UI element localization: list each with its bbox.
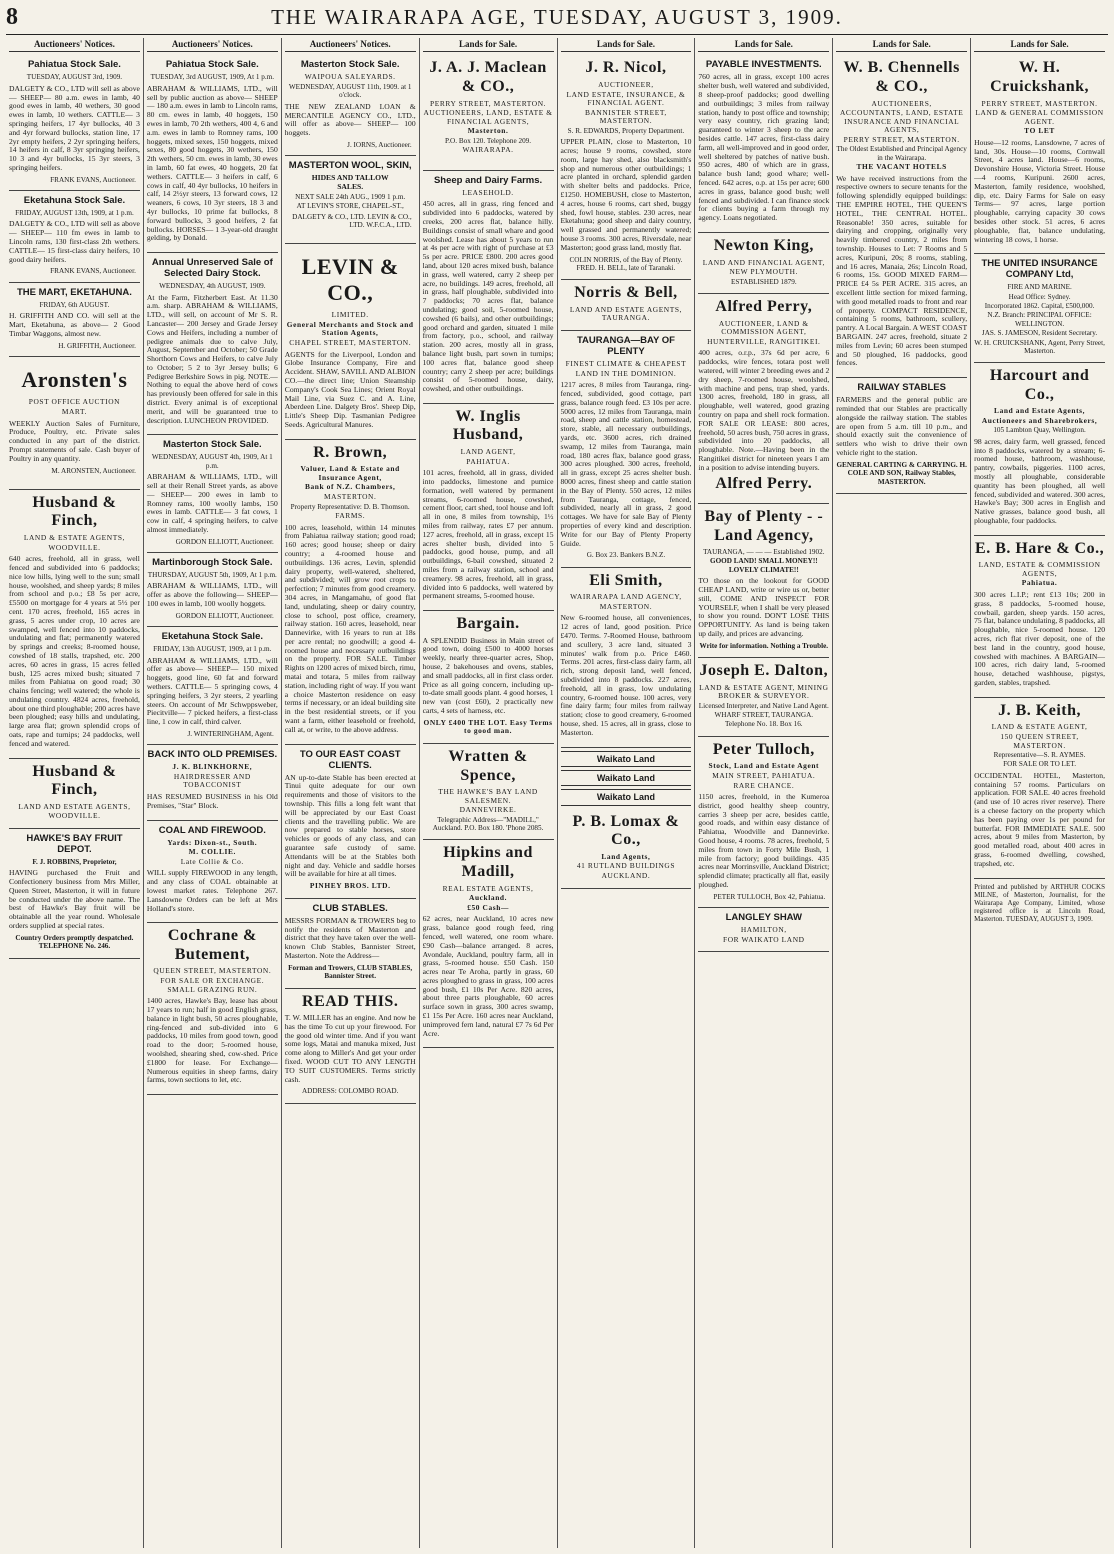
ad-line: FOR SALE OR EXCHANGE. SMALL GRAZING RUN. <box>160 976 265 994</box>
ad-title: Norris & Bell, <box>574 284 678 302</box>
ad-line: F. J. ROBBINS, Proprietor, <box>32 857 117 866</box>
ad-line: PERRY STREET, MASTERTON. <box>981 98 1098 108</box>
ad-body: HAS RESUMED BUSINESS in his Old Premises, "Star" Block. <box>146 792 278 810</box>
ad-title: THE MART, EKETAHUNA. <box>16 286 132 298</box>
ad-line: LAND AND FINANCIAL AGENT, <box>702 257 825 267</box>
column-6 <box>695 38 833 1548</box>
ad-masterton-stock-sale-abraham <box>147 435 278 553</box>
ad-payable-investments <box>698 55 829 233</box>
ad-sign: PETER TULLOCH, Box 42, Pahiatua. <box>713 892 826 901</box>
ad-line: FRIDAY, 13th AUGUST, 1909, at 1 p.m. <box>153 645 272 654</box>
ad-title: LANGLEY SHAW <box>725 912 802 924</box>
ad-line: Head Office: Sydney. <box>1008 292 1071 301</box>
waikato-land-banner: Waikato Land <box>561 751 692 767</box>
masthead-title: THE WAIRARAPA AGE, TUESDAY, AUGUST 3, 1909. <box>271 5 843 29</box>
ad-line: PAHIATUA. <box>466 456 510 466</box>
ad-body: 450 acres, all in grass, ring fenced and subdivided into 6 paddocks, watered by creeks, 200 acres flat, balance hilly. Buildings consist of small whare and good woolshed. Lease has about 5 years to run at 4s per acre with right of purchase at £3 5s per acre. PRICE £800. 200 acres good land, about 120 acres mixed bush, balance in grass, well watered, carry 2 sheep per acre, no buildings. 149 acres, freehold, all in grass, half ploughable, subdivided into 7 paddocks; 70 acres flat, balance undulating; good soil, 5-roomed house, cowshed (6 bails), and other outbuildings; good orchard and garden, situated 1 mile from factory, p.o., school, and railway station. 200 acres, mostly all in grass, balance light bush, part sown in turnips; 100 acres flat, balance good sheep country; carry 2 sheep per acre; buildings consist of 5-roomed house, dairy, cowshed, and other outbuildings. <box>422 199 554 394</box>
ad-title: MASTERTON WOOL, SKIN, <box>288 160 412 172</box>
column-header: Lands for Sale. <box>423 38 554 52</box>
ad-body: DALGETY & CO., LTD will sell as above— SHEEP— 80 a.m. ewes in lamb, 40 good ewes in lamb, 40 wethers, 30 good ewes in lamb, 10 wethers. CATTLE— 3 springing heifers, 17 4yr bullocks, 40 3 and 4yr forward bullocks, station line, 17 2yr empty heifers, 2 2yr springing heifers, 14 heifers in calf, 8 3yr springing heifers, 10 3 and 4yr bullocks, 15 3yr steers, 3 springing heifers. <box>9 83 140 172</box>
ad-line: WAIRARAPA. <box>462 145 514 155</box>
ad-sign: ONLY £400 THE LOT. Easy Terms to good man. <box>423 717 553 736</box>
column-header: Auctioneers' Notices. <box>147 38 278 52</box>
ad-martinborough-stock-sale <box>147 553 278 627</box>
ad-line: WEDNESDAY, AUGUST 11th, 1909. at 1 o'clock. <box>288 83 412 100</box>
ad-pahiatua-stock-sale-abraham <box>147 55 278 253</box>
ad-sign: J. IORNS, Auctioneer. <box>347 140 412 149</box>
waikato-land-banner: Waikato Land <box>561 770 692 786</box>
ad-body: AGENTS for the Liverpool, London and Globe Insurance Company, Fire and Accident. SHAW, SAVILL AND ALBION CO.—the direct line; Union Steamship Company's Cook Sea Lines; Orient Royal Mail Line, via Suez C. and A. Line, Aberdeen Line. Dalgety Bros'. Sheep Dip, Little's Sheep Dip. Tasmanian Pedigree Seeds. Agricultural Manures. <box>284 349 416 429</box>
column-header: Auctioneers' Notices. <box>9 38 140 52</box>
ad-joseph-dalton <box>698 658 829 737</box>
ad-line: AUCTIONEERS, LAND, ESTATE & FINANCIAL AGENTS, <box>423 108 553 126</box>
ad-title: Alfred Perry, <box>715 298 813 316</box>
ad-line: Valuer, Land & Estate and Insurance Agent, <box>300 464 400 482</box>
ad-line: AUCTIONEER, LAND & COMMISSION AGENT, <box>718 318 809 337</box>
ad-wratten-and-spence <box>423 744 554 841</box>
masthead <box>6 4 1108 35</box>
ad-sign: M. ARONSTEN, Auctioneer. <box>51 466 136 475</box>
ad-the-mart-eketahuna <box>9 283 140 357</box>
ad-title: Joseph E. Dalton, <box>699 662 829 680</box>
ad-body: AN up-to-date Stable has been erected at Tinui quite adequate for our own requirements and those of visitors to the township. This fills a long felt want that will be appreciated by our East Coast clients and the travelling public. We are now prepared to stable horses, store vehicles or goods of any class, and can guarantee safe custody of same. Attendants will be at the Stables both night and day. Vehicle and saddle horses will be available for hire at all times. <box>284 772 416 879</box>
ad-harcourt <box>974 363 1105 536</box>
ad-line: Land and Estate Agents, <box>994 406 1086 416</box>
ad-title: Eli Smith, <box>589 571 663 589</box>
ad-line: MASTERTON. <box>599 601 653 611</box>
ad-pahiatua-stock-sale-dalgety <box>9 55 140 191</box>
column-header: Lands for Sale. <box>561 38 692 52</box>
ad-line: General Merchants and Stock and Station Agents, <box>286 319 414 338</box>
column-header: Lands for Sale. <box>836 38 967 52</box>
ad-line: LAND & ESTATE AGENT, MINING BROKER & SURVEYOR. <box>699 682 829 701</box>
ad-eketahuna-stock-sale-dalgety <box>9 191 140 283</box>
ad-line: QUEEN STREET, MASTERTON. <box>153 966 272 976</box>
ad-line: Property Representative: D. B. Thomson. <box>290 502 410 511</box>
ad-line: PERRY STREET, MASTERTON. <box>843 134 960 144</box>
column-7 <box>833 38 971 1548</box>
ad-sign: FRANK EVANS, Auctioneer. <box>50 267 136 276</box>
ad-line: ACCOUNTANTS, LAND, ESTATE INSURANCE AND FINANCIAL AGENTS, <box>839 108 964 135</box>
ad-line: W. H. CRUICKSHANK, Agent, Perry Street, Masterton. <box>974 338 1105 355</box>
ad-title: PAYABLE INVESTMENTS. <box>705 59 822 71</box>
column-8 <box>971 38 1108 1548</box>
ad-line: Auctioneers and Sharebrokers, <box>981 415 1098 425</box>
ad-title: THE UNITED INSURANCE COMPANY Ltd, <box>981 258 1098 281</box>
publisher-imprint: Printed and published by ARTHUR COCKS MILNE, of Masterton, Journalist, for the Wairarapa Age Company, Limited, whose registered office is at Lincoln Road, Masterton. TUESDAY, AUGUST 3, 1909. <box>974 882 1105 923</box>
ad-sign: J. WINTERINGHAM, Agent. <box>187 729 274 738</box>
ad-line: CHAPEL STREET, MASTERTON. <box>289 338 412 347</box>
ad-chennells <box>836 55 967 378</box>
ad-sign: GENERAL CARTING & CARRYING. H. COLE AND SON, Railway Stables, MASTERTON. <box>836 460 967 486</box>
ad-body: A SPLENDID Business in Main street of good town, doing £500 to 4000 horses weekly, nearly three-quarter acres, Shop, house, 2 bakehouses and ovens, stables, and small paddocks, all in first class order. Price as all going concern, including up-to-date small goods plant. 4 good horses, 1 new van (cost £60), 2 practically new carts, 4 sets of harness, etc. <box>422 635 554 716</box>
ad-line: FARMS. <box>335 510 366 520</box>
ad-line: HUNTERVILLE, RANGITIKEI. <box>707 336 821 346</box>
ad-eli-smith <box>561 568 692 748</box>
ad-read-this <box>285 989 416 1104</box>
ad-body: At the Farm, Fitzherbert East. At 11.30 a.m. sharp. ABRAHAM & WILLIAMS, LTD., will sell, on account of Mr S. R. Lancaster— 200 Jersey and Grade Jersey Cows and Heifers, including a number of pedigree animals due to calve July, August, September and October; 50 Grade Shorthorn Cows and Heifers, to calve July to October; 5 2 to 3yr Jersey bulls; 6 Pedigree Berkshire Sows in pig. NOTE.—Nothing to equal the above herd of cows has previously been offered for sale in this district. Every animal is of exceptional merit, and will be guaranteed true to description. LUNCHEON PROVIDED. <box>146 292 278 425</box>
ad-title: Eketahuna Stock Sale. <box>161 631 263 643</box>
ad-line: TAURANGA, — — — Established 1902. <box>703 548 825 557</box>
column-4 <box>420 38 558 1548</box>
ad-pb-lomax <box>561 809 692 889</box>
ad-title: Masterton Stock Sale. <box>300 59 400 71</box>
ad-body: ABRAHAM & WILLIAMS, LTD., will sell at their Renall Street yards, as above— SHEEP— 200 ewes in lamb to Romney rams, 100 woolly lambs, 150 ewes in lamb. CATTLE— 3 fat cows, 1 cow in calf, 4 springing heifers, to calve almost immediately. <box>146 472 278 534</box>
ad-line: Bank of N.Z. Chambers, <box>304 482 396 492</box>
ad-line: FRIDAY, 6th AUGUST. <box>39 300 110 309</box>
ad-line: WEDNESDAY, 4th AUGUST, 1909. <box>159 282 266 291</box>
ad-line: THURSDAY, AUGUST 5th, 1909, At 1 p.m. <box>147 571 277 580</box>
ad-line: THE VACANT HOTELS <box>856 162 947 172</box>
ad-line: WAIRARAPA LAND AGENCY, <box>570 592 682 602</box>
ad-line: Stock, Land and Estate Agent <box>708 761 820 771</box>
ad-line: TO LET <box>1024 126 1055 136</box>
ad-title: Pahiatua Stock Sale. <box>165 59 259 71</box>
ad-title: Annual Unreserved Sale of Selected Dairy Stock. <box>151 257 273 280</box>
ad-aronstens <box>9 357 140 490</box>
waikato-land-banner: Waikato Land <box>561 789 692 805</box>
ad-body: 1400 acres, Hawke's Bay, lease has about 17 years to run; half in good English grass, balance in light bush, 50 acres ploughable, ring-fenced and sub-divided into 6 paddocks, 10 miles from good town, good road to the door; 5-roomed house, woolshed, shearing shed, cow-shed. Price £1800 for lease. For Exchange—Numerous equities in sheep farms, dairy farms, town sections to let, etc. <box>146 996 278 1085</box>
ad-line: LEASEHOLD. <box>462 187 514 197</box>
ad-line: MART. <box>61 406 88 416</box>
ad-sign: H. GRIFFITH, Auctioneer. <box>58 341 136 350</box>
ad-body: We have received instructions from the respective owners to secure tenants for the following splendidly equipped buildings: THE EMPIRE HOTEL, THE QUEEN'S HOTEL, THE CENTRAL HOTEL. Reasonable! 350 acres, suitable for dairying and cropping, originally very heavily timbered country, 2 miles from township. Houses to Let: 7 Rooms and 5 acres, Kuripuni, 20s; 8 rooms, stabling, and 16 acres, Manaia, 26s; Lincoln Road, 6 rooms, 15s. GOOD MIXED FARM—PRICE £4 5s PER ACRE. 315 acres, an excellent little section for mixed farming, with good metalled roads to front and rear of property. COMPACT RESIDENCE, containing 5 rooms, bathroom, scullery, pantry. A Local Bargain. A WEST COAST BARGAIN. 247 acres, freehold, situate 2 miles from Levin; 60 acres been stumped and 50 ploughed, 16 paddocks, good fences. <box>836 173 968 368</box>
ad-title: W. H. Cruickshank, <box>990 59 1090 95</box>
ad-title: J. B. Keith, <box>998 701 1081 719</box>
ad-line: Telephone No. 18. Box 16. <box>725 720 803 729</box>
ad-line: Yards: Dixon-st., South. <box>167 837 258 847</box>
ad-line: HAIRDRESSER AND TOBACCONIST <box>173 771 251 790</box>
ad-railway-stables <box>836 378 967 494</box>
ad-line: RARE CHANCE. <box>733 780 795 790</box>
ad-line: TUESDAY, AUGUST 3rd, 1909. <box>26 73 123 82</box>
ad-inglis-husband <box>423 404 554 611</box>
ad-cruickshank <box>974 55 1105 254</box>
ad-title: COAL AND FIREWOOD. <box>158 824 266 836</box>
ad-body: OCCIDENTAL HOTEL, Masterton, containing 57 rooms. Particulars on application. FOR SALE. 40 acres freehold (and use of 10 acres river reserve). There is a cheese factory on the property which has been paying over 1s per pound for butterfat. FOR IMMEDIATE SALE. 500 acres, about 9 miles from Masterton, by good metalled road, about 400 acres in grass, 6-roomed dwelling, cowshed, trapshed, etc. <box>974 770 1105 868</box>
ad-line: JAS. S. JAMESON, Resident Secretary. <box>981 329 1098 338</box>
ad-line: TUESDAY, 3rd AUGUST, 1909, At 1 p.m. <box>150 73 275 82</box>
ad-eketahuna-stock-sale-abraham <box>147 627 278 745</box>
ad-bargain <box>423 611 554 744</box>
ad-body: 1150 acres, freehold, in the Kumeroa district, good healthy sheep country, carries 3 sheep per acre, besides cattle, good roads, and within easy distance of Pahiatua, Woodville and Dannevirke. Good house, 4 rooms. 78 acres, freehold, 5 miles from town in Forty Mile Bush, 1 mile from factory; good buildings. 435 acres near Morrinsville, Auckland District; splendid climate; practically all flat, easily ploughed. <box>698 792 830 890</box>
ad-line: MASTERTON. <box>323 492 377 502</box>
ad-body: 400 acres, o.r.p., 37s 6d per acre, 6 paddocks, wire fences, totara post well watered, will winter 2 breeding ewes and 2 dry sheep, 7-roomed house, woolshed, with machine and pens, trap shed, yards. 1300 acres, freehold, 180 in grass, all ploughable, well watered, good grazing country on papa and shell rock formation. FOR SALE OR LEASE: 800 acres, freehold, 50 acres bush, 750 acres in grass, subdivided into 20 paddocks, all ploughable. Note.—Having been in the Rangitikei district for nineteen years I am in a position to advise intending buyers. <box>698 348 830 472</box>
ad-line: HIDES AND TALLOW <box>311 173 389 183</box>
ad-tauranga-bay-of-plenty <box>561 331 692 568</box>
ad-line: FOR WAIKATO LAND <box>723 934 805 944</box>
ad-levin-and-co <box>285 244 416 440</box>
ad-line: PERRY STREET, MASTERTON. <box>430 98 547 108</box>
ad-line: ESTABLISHED 1879. <box>730 277 797 286</box>
column-3 <box>282 38 420 1548</box>
column-header: Lands for Sale. <box>974 38 1105 52</box>
ad-sign: GORDON ELLIOTT, Auctioneer. <box>175 537 274 546</box>
ad-line: FIRE AND MARINE. <box>1007 283 1072 292</box>
ad-title: Wratten & Spence, <box>448 747 528 784</box>
ad-annual-dairy-sale <box>147 253 278 435</box>
ad-line: 105 Lambton Quay, Wellington. <box>993 426 1086 435</box>
ad-sign: G. Box 23. Bankers B.N.Z. <box>586 551 666 560</box>
ad-sign: GORDON ELLIOTT, Auctioneer. <box>175 611 274 620</box>
ad-line: LAND IN THE DOMINION. <box>575 368 677 378</box>
ad-line: POST OFFICE AUCTION <box>28 397 121 407</box>
ad-line: 150 QUEEN STREET, MASTERTON. <box>1000 731 1079 750</box>
ad-blinkhorne <box>147 745 278 820</box>
ad-line: Licensed Interpreter, and Native Land Agent. <box>698 701 829 710</box>
columns <box>6 38 1108 1548</box>
ad-title: Pahiatua Stock Sale. <box>27 59 121 71</box>
ad-sign: DALGETY & CO., LTD. LEVIN & CO., LTD. W.F.C.A., LTD. <box>292 212 412 229</box>
ad-body: H. GRIFFITH AND CO. will sell at the Mart, Eketahuna, as above— 2 Good Timbar Waggons, almost new. <box>9 311 140 338</box>
ad-united-insurance <box>974 254 1105 363</box>
ad-title: W. Inglis Husband, <box>452 407 524 444</box>
ad-line: LAND AND ESTATE AGENTS, TAURANGA. <box>569 304 683 323</box>
ad-line: Pahiatua. <box>1021 578 1058 588</box>
ad-line: WHARF STREET, TAURANGA. <box>714 711 814 720</box>
ad-line: N.Z. Branch: PRINCIPAL OFFICE: WELLINGTON. <box>987 311 1092 328</box>
ad-line: WOODVILLE. <box>48 811 101 821</box>
ad-line: HAMILTON, <box>740 925 787 935</box>
ad-eb-hare <box>974 536 1105 698</box>
ad-line: THE HAWKE'S BAY LAND SALESMEN. <box>438 787 538 805</box>
ad-body: 98 acres, dairy farm, well grassed, fenced into 8 paddocks, watered by a stream; 6-roomed house, bathroom, washhouse, pantry, cowbails, piggeries. 1100 acres, mostly all ploughable, considerable quantity has been ploughed, all well fenced, subdivided and watered. 300 acres, Hawke's Bay; 300 acres in English and Native grasses, balance good bush, all ploughable, four paddocks. <box>974 436 1105 525</box>
ad-body: 62 acres, near Auckland, 10 acres new grass, balance good rough feed, ring fenced, well watered, one room whare. £90 Cash—balance arranged. 8 acres, Avondale, Auckland, poultry farm, all in grass, 5-roomed house. £50 Cash. 150 acres near Te Aroha, partly in grass, 60 acres ploughed to grass in grass, 100 acres good bush, £1 10s Per Acre. 820 acres, about three parts ploughable, 60 acres surface sown in grass, 300 acres swamp, £1 15s Per Acre. 160 acres near Auckland, unimproved fern land, natural £7 7s 6d Per Acre. <box>422 914 554 1038</box>
ad-line: Telegraphic Address—"MADILL," Auckland. P.O. Box 180. 'Phone 2085. <box>432 815 544 833</box>
ad-line: Late Collie & Co. <box>180 856 244 866</box>
ad-peter-tulloch <box>698 737 829 908</box>
ad-sign: Forman and Trowers, CLUB STABLES, Bannister Street. <box>288 963 413 981</box>
ad-jb-keith <box>974 698 1105 879</box>
ad-line: AUCTIONEERS, <box>871 98 932 108</box>
ad-body: 101 acres, freehold, all in grass, divided into paddocks, limestone and pumice formation, well watered by permanent streams, 6-roomed house, cowshed, cement floor, cart shed, tool house and loft all in one, 8 miles from township, 1½ miles from railway, rates £7 per annum. 127 acres, freehold, all in grass, except 15 acres shelter bush, divided into 5 paddocks, good house, pump, and all outbuildings, 6-bail cowshed, situated 2 miles from a railway station, school and creamery. 98 acres, freehold, all in grass, divided into 6 paddocks, well watered by permanent streams, 5-roomed house. <box>422 468 554 601</box>
ad-line: NEW PLYMOUTH. <box>729 267 799 277</box>
ad-title: Hipkins and Madill, <box>443 844 533 881</box>
ad-title: Masterton Stock Sale. <box>162 439 262 451</box>
ad-body: 300 acres L.I.P.; rent £13 10s; 200 in grass, 8 paddocks, 5-roomed house, cowbail, garden, sheep yards. 150 acres, 75 flat, balance undulating, 8 paddocks, all ploughable, nice 5-roomed house. 120 acres, rich flat river deposit, one of the best land in the country, good house, cowshed with machines. A BARGAIN— 100 acres, rich dairy land, 5-roomed house, detached washhouse, pigstys, garden, stables, trapshed. <box>974 590 1105 687</box>
ad-title: W. B. Chennells & CO., <box>843 59 960 95</box>
column-header: Lands for Sale. <box>698 38 829 52</box>
ad-title: LEVIN & CO., <box>301 254 399 305</box>
ad-body: ABRAHAM & WILLIAMS, LTD., will sell by public auction as above— SHEEP— 180 a.m. ewes in lamb to Lincoln rams, 80 cm. ewes in lamb, 40 hoggets, 150 ewes in lamb, 70 2th wethers, 400 4, 6 and a.m. ewes in lamb to Romney rams, 100 hoggets, mixed sexes, 150 hoggets, mixed sexes, 80 good hoggets, 30 wethers, 150 2th wethers, 50 cm. ewes in lamb, 30 ewes in lamb, 60 fat ewes, 40 hoggets, 20 fat wethers. CATTLE— 3 heifers in calf, 6 cows in calf, 40 4yr bullocks, 10 heifers in calf, 14 2½yr steers, 13 forward cows, 12 weaners, 6 cows, 10 3yr steers, 18 3 and 4yr bullocks, 10 prime fat bullocks, 8 forward bullocks, 3 good heifers, 2 fat bullocks. HORSES— 1 3-year-old draught gelding, by Donald. <box>146 83 278 243</box>
ad-bay-of-plenty-land-agency <box>698 504 829 658</box>
ad-body: FARMERS and the general public are reminded that our Stables are practically alongside the railway station. The stables are open from 5 a.m. till 10 p.m., and should exactly suit the convenience of settlers who wish to drive their own vehicle right to the station. <box>836 395 968 458</box>
ad-body: New 6-roomed house, all conveniences, 12 acres of land, good position. Price £470. Terms. 7-Roomed House, bathroom and scullery, 3 acre land, situated 3 minutes' walk from p.o. Price £460. Terms. 201 acres, first-class dairy farm, all rich, strong deposit land, well fenced, subdivided into 8 paddocks. 227 acres, freehold, all in grass, low undulating country, 6-roomed house. 100 acres, very fine dairy farm; four miles from railway station; close to good creamery, 6-roomed house, shed. 15 acres, all in grass, close to Masterton. <box>560 613 692 737</box>
ad-line: FINEST CLIMATE & CHEAPEST <box>565 359 687 368</box>
ad-title: Sheep and Dairy Farms. <box>433 174 543 186</box>
ad-line: AUCKLAND. <box>601 871 651 881</box>
ad-title: Harcourt and Co., <box>989 367 1090 403</box>
ad-maclean <box>423 55 554 170</box>
ad-newton-king <box>698 233 829 294</box>
ad-title: RAILWAY STABLES <box>857 382 946 394</box>
ad-line: NEXT SALE 24th AUG., 1909 1 p.m. <box>295 192 406 201</box>
ad-line: M. COLLIE. <box>188 847 236 857</box>
ad-sign: PINHEY BROS. LTD. <box>309 881 391 891</box>
ad-title: Newton King, <box>713 237 814 254</box>
ad-alfred-perry <box>698 294 829 504</box>
page-number: 8 <box>6 4 18 30</box>
ad-line: Land Agents, <box>601 851 651 861</box>
ad-body: ABRAHAM & WILLIAMS, LTD., will offer as above the following— SHEEP— 100 ewes in lamb, 100 woolly hoggets. <box>146 581 278 609</box>
ad-body: House—12 rooms, Lansdowne, 7 acres of land, 30s. House—10 rooms, Cornwall Street, 4 acres land. House—6 rooms, Devonshire House, Victoria Street. House—4 rooms, Kuripuni. 2600 acres, Masterton, family residence, woolshed, dip, etc. Dairy Farms for Sale on easy Terms— 97 acres, large portion ploughable, carrying capacity 30 cows besides other stock. 51 acres, 6 acres ploughable, flat, balance undulating, wintering 18 cows, 1 horse. <box>974 137 1105 244</box>
ad-norris-and-bell <box>561 280 692 331</box>
column-1 <box>6 38 144 1548</box>
ad-title: TAURANGA—BAY OF PLENTY <box>576 334 675 357</box>
ad-title: TO OUR EAST COAST CLIENTS. <box>299 748 401 771</box>
ad-title: HAWKE'S BAY FRUIT DEPOT. <box>26 832 123 855</box>
ad-line: MAIN STREET, PAHIATUA. <box>712 770 816 780</box>
ad-line: £50 Cash— <box>467 902 509 912</box>
ad-line: Masterton. <box>467 126 509 136</box>
ad-body: ABRAHAM & WILLIAMS, LTD., will offer as above— SHEEP— 150 mixed hoggets, good line, 60 fat and forward wethers. CATTLE— 5 springing cows, 4 springing heifers, 3 2yr steers, 2 yearling steers. On account of Mr Schwppsweber, Piecitville— 7 picked heifers, a first-class line, 1 cow in calf, third calver. <box>146 655 278 727</box>
ad-sign: ADDRESS: COLOMBO ROAD. <box>301 1087 399 1096</box>
ad-title: Husband & Finch, <box>32 762 117 799</box>
ad-title: Peter Tulloch, <box>712 740 815 758</box>
ad-line: WEDNESDAY, AUGUST 4th, 1909, At 1 p.m. <box>151 453 273 470</box>
ad-line: The Oldest Established and Principal Agency in the Wairarapa. <box>836 145 967 162</box>
ad-body: 100 acres, leasehold, within 14 minutes from Pahiatua railway station; good road; 160 acres; good house; sheep or dairy country; a 4-roomed house and outbuildings. 136 acres, Levin, splendid dairy property, well-watered, sheltered, and subdivided; will grow root crops to perfection; 7 minutes from good creamery. 304 acres, in Mangamahu, of good flat land, undulating, sheep or dairy country, close to school, post office, creamery, railway station. 160 acres, leasehold, near Dannevirke, with 16 years to run at 18s per acre rental; no goodwill; a good 4-roomed house and necessary outbuildings on the property. FOR SALE. Timber Rights on 1200 acres of mixed birch, rimu, matai and totara, 5 miles from railway station, including right of way. If you want a choice Masterton residence on easy terms if necessary, or an ideal building site in the best residential streets, or if you want a farm, either leasehold or freehold, call at, or write, to the above address. <box>284 522 416 734</box>
ad-line: WAIPOUA SALEYARDS. <box>304 72 396 82</box>
ad-husband-and-finch <box>9 490 140 759</box>
ad-title: J. R. Nicol, <box>585 59 667 77</box>
ad-title: CLUB STABLES. <box>312 902 388 914</box>
ad-title: BACK INTO OLD PREMISES. <box>147 749 278 761</box>
column-header: Auctioneers' Notices. <box>285 38 416 52</box>
ad-line: FOR SALE OR TO LET. <box>1003 760 1076 769</box>
ad-masterton-wool-sales <box>285 156 416 244</box>
ad-cochrane-and-butement <box>147 923 278 1095</box>
ad-sheep-and-dairy-farms <box>423 171 554 404</box>
ad-line: REAL ESTATE AGENTS, <box>442 883 534 893</box>
ad-body: WEEKLY Auction Sales of Furniture, Produce, Poultry, etc. Private sales conducted in any part of the district. Prompt statements of sale. Cash buyer of Poultry in any quantity. <box>9 418 140 463</box>
ad-body: MESSRS FORMAN & TROWERS beg to notify the residents of Masterton and district that they have taken over the well-known Club Stables, Bannister Street, Masterton. Note the Address— <box>284 915 416 961</box>
ad-langley-shaw <box>698 908 829 952</box>
ad-sign: COLIN NORRIS, of the Bay of Plenty. FRED. H. BELL, late of Taranaki. <box>569 255 683 272</box>
ad-jr-nicol <box>561 55 692 280</box>
ad-line: LAND ESTATE, INSURANCE, & FINANCIAL AGENT. <box>566 89 686 108</box>
ad-title: Cochrane & Butement, <box>167 927 257 963</box>
ad-hawkes-bay-fruit-depot <box>9 829 140 959</box>
ad-title: R. Brown, <box>313 443 388 461</box>
ad-line: SALES. <box>337 182 364 192</box>
ad-line: LAND & GENERAL COMMISSION AGENT. <box>975 108 1104 126</box>
ad-masterton-stock-sale-nzloan <box>285 55 416 156</box>
ad-title: Aronsten's <box>21 366 128 392</box>
ad-line: DANNEVIRKE. <box>459 805 517 815</box>
ad-line: LAND AGENT, <box>460 446 516 456</box>
ad-line: 41 RUTLAND BUILDINGS <box>576 861 676 871</box>
ad-title: P. B. Lomax & Co., <box>572 812 680 849</box>
ad-line: LAND & ESTATE AGENT, <box>991 722 1088 732</box>
ad-sign: Alfred Perry. <box>715 475 813 493</box>
ad-title: Martinborough Stock Sale. <box>152 557 273 569</box>
ad-body: T. W. MILLER has an engine. And now he has the time To cut up your firewood. For the good old winter time. And if you want some logs, Matai and manuka mixed, Just come along to Miller's And get your order fixed. WOOD CUT TO ANY LENGTH TO SUIT CUSTOMERS. Terms strictly cash. <box>284 1013 416 1084</box>
column-5 <box>558 38 696 1548</box>
ad-body: DALGETY & CO., LTD will sell as above— SHEEP— 110 fm ewes in lamb to Lincoln rams, 130 first-class 2th wethers. CATTLE— 15 first-class dairy heifers, 10 good dairy heifers. <box>9 219 140 264</box>
ad-line: J. K. BLINKHORNE, <box>172 762 253 772</box>
ad-line: AUCTIONEER, <box>598 79 654 89</box>
ad-line: P.O. Box 120. Telephone 209. <box>445 136 532 145</box>
ad-body: 1217 acres, 8 miles from Tauranga, ring-fenced, subdivided, good cottage, part grass, balance rough feed. £3 10s per acre. 5000 acres, 12 miles from Tauranga, main road, sheep and cattle station, homestead, store, stable, all necessary outbuildings, yards, etc. 3600 acres, rich drained swamp, 12 miles from Tauranga, main road, 180 acres flax, balance good grass, 300 acres ploughed. 300 acres, freehold, all in grass, except 25 acres shelter bush. 8000 acres, finest sheep and cattle station in the Bay of Plenty. 550 acres, 12 miles from Tauranga, cottage, fenced, subdivided, nearly all in grass, 2 good cottages. We have for sale Bay of Plenty properties of every kind and description. Write for our Bay of Plenty Property Guide. <box>560 380 692 548</box>
ad-body: TO those on the lookout for GOOD CHEAP LAND, write or wire us or, better still, COME AND INSPECT FOR YOURSELF, when I shall be very pleased to show you round. DON'T LOSE THIS OPPORTUNITY. As land is being taken up daily, and prices are advancing. <box>698 576 830 638</box>
ad-body: 640 acres, freehold, all in grass, well fenced and subdivided into 6 paddocks; nice low hills, lying well to the sun; small house, woolshed, and sheep yards; 8 miles from school and p.o.; £8 5s per acre, £5500 on mortgage for 4 years at 5½ per cent. 170 acres, freehold, 165 acres in grass, 5 acres under crop, 10 acres are swamped, well fenced into 10 paddocks, undulating and flat; permanently watered by springs and creeks; 8-roomed house, cowshed of 18 stalls, trapshed, etc. 200 acres, 60 acres in grass, 15 acres felled bush, 125 acres mixed bush; situated 7 miles from Pahiatua on good road; 30 chains fencing; well watered; the whole is undulating country. 4824 acres, freehold, about one third ploughable; 200 acres have been ploughed; easy hills and undulating, large area flat; grown splendid crops of oats, rape and turnips; 24 paddocks, well fenced and watered. <box>9 554 140 748</box>
ad-sign: Write for information. Nothing a Trouble. <box>699 641 829 650</box>
ad-line: FRIDAY, AUGUST 13th, 1909, at 1 p.m. <box>15 209 134 218</box>
ad-line: Representative—S. R. AYMES. <box>993 751 1086 760</box>
column-2 <box>144 38 282 1548</box>
ad-body: THE NEW ZEALAND LOAN & MERCANTILE AGENCY CO., LTD., will offer as above— SHEEP— 100 hoggets. <box>284 101 416 138</box>
ad-r-brown <box>285 440 416 745</box>
ad-sign: Country Orders promptly despatched. TELEPHONE No. 246. <box>15 933 134 951</box>
ad-body: HAVING purchased the Fruit and Confectionery business from Mrs Miller, Queen Street, Masterton, it will in future be conducted under the above name. The best of Hawke's Bay fruit will be obtainable all the year round. Wholesale orders supplied at special rates. <box>9 868 140 931</box>
ad-line: S. R. EDWARDS, Property Department. <box>567 126 685 135</box>
ad-body: WILL supply FIREWOOD in any length, and any class of COAL obtainable at lowest market rates. Telephone 267. Lansdowne Orders can be left at Mrs Holland's store. <box>146 868 278 913</box>
ad-title: E. B. Hare & Co., <box>975 539 1105 557</box>
ad-line: BANNISTER STREET, MASTERTON. <box>584 107 667 126</box>
ad-title: Bargain. <box>456 615 520 633</box>
ad-club-stables <box>285 899 416 989</box>
ad-body: UPPER PLAIN, close to Masterton, 10 acres; house 9 rooms, cowshed, store room, large hay shed, also blacksmith's shop and numerous other outbuildings; 1 acre planted in orchard, splendid garden with shelter belts and paddocks. Price, £1250. HOMEBUSH, close to Masterton, 4 acres, house 6 rooms, cart shed, buggy shed, fowl house, stables. 230 acres, near Eketahuna; good sheep and dairy country, well grassed and permanently watered; house 3 rooms. 300 acres, Riversdale, near Masterton; good grass land, mostly flat. <box>560 137 692 252</box>
ad-sign: FRANK EVANS, Auctioneer. <box>50 175 136 184</box>
ad-coal-and-firewood <box>147 821 278 924</box>
ad-title: Bay of Plenty - - Land Agency, <box>704 508 824 544</box>
ad-line: LAND & ESTATE AGENTS, <box>23 532 125 542</box>
ad-title: J. A. J. Maclean & CO., <box>429 59 547 95</box>
ad-line: LAND, ESTATE & COMMISSION AGENTS, <box>978 560 1101 578</box>
ad-husband-and-finch-2 <box>9 759 140 829</box>
ad-line: AT LEVIN'S STORE, CHAPEL-ST., <box>296 202 404 211</box>
ad-hipkins-and-madill <box>423 840 554 1048</box>
ad-line: LIMITED. <box>331 310 369 320</box>
ad-title: Husband & Finch, <box>32 493 117 530</box>
ad-line: WOODVILLE. <box>48 542 101 552</box>
ad-line: GOOD LAND! SMALL MONEY!! LOVELY CLIMATE!! <box>710 557 818 574</box>
ad-east-coast-clients <box>285 745 416 899</box>
ad-title: READ THIS. <box>302 992 399 1010</box>
ad-body: 760 acres, all in grass, except 100 acres shelter bush, well watered and subdivided, 8 sheep-proof paddocks; good dwelling and outbuildings; 3 miles from railway station, handy to post office and township; very easy country, rich grazing land; guaranteed to winter 3 sheep to the acre besides cattle. 147 acres, first-class dairy farm, all well-improved and in good order, well sheltered by patches of native bush. 950 acres, 480 of which are in grass, balance bush land; good whare; well-fenced. 642 acres, o.p. at 15s per acre; 600 acres in grass, balance good bush; well fenced and subdivided. I can finance stock for clients buying a farm through my agency. Loans negotiated. <box>698 72 830 223</box>
ad-line: Auckland. <box>469 893 508 903</box>
ad-line: Incorporated 1862. Capital, £500,000. <box>984 302 1095 311</box>
ad-line: LAND AND ESTATE AGENTS, <box>18 801 131 811</box>
ad-title: Eketahuna Stock Sale. <box>23 195 126 207</box>
